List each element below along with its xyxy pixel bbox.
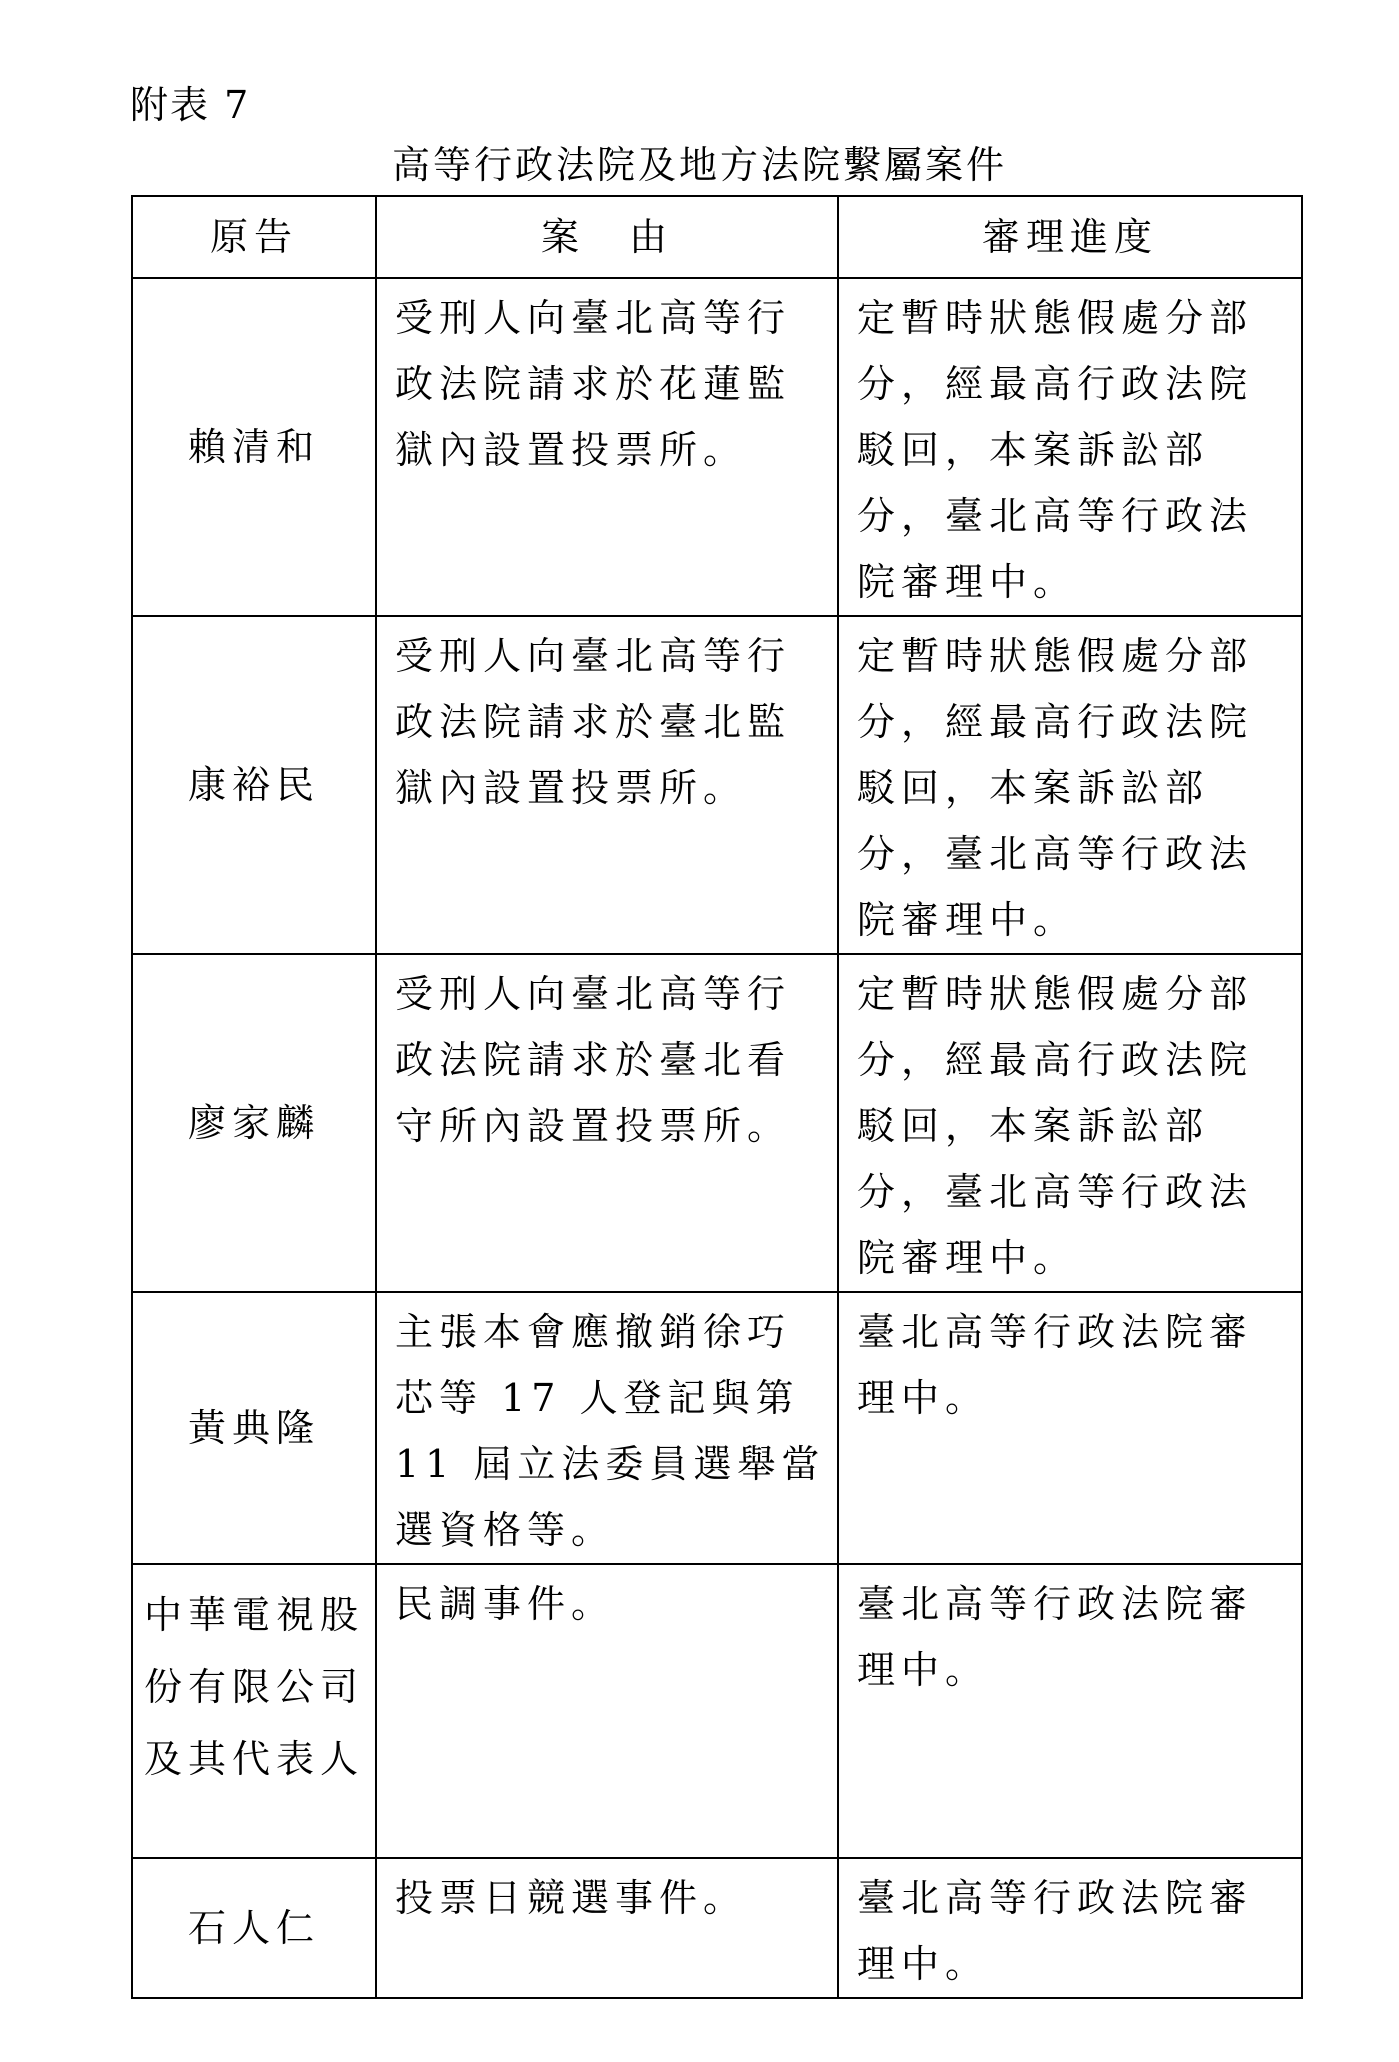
progress-cell: 定暫時狀態假處分部分，經最高行政法院駁回，本案訴訟部分，臺北高等行政法院審理中。 bbox=[838, 954, 1302, 1292]
header-cause: 案 由 bbox=[376, 196, 838, 278]
plaintiff-cell: 康裕民 bbox=[132, 616, 376, 954]
progress-cell: 定暫時狀態假處分部分，經最高行政法院駁回，本案訴訟部分，臺北高等行政法院審理中。 bbox=[838, 278, 1302, 616]
plaintiff-cell: 中華電視股份有限公司及其代表人 bbox=[132, 1564, 376, 1858]
progress-cell: 臺北高等行政法院審理中。 bbox=[838, 1564, 1302, 1858]
cause-cell: 主張本會應撤銷徐巧芯等 17 人登記與第 11 屆立法委員選舉當選資格等。 bbox=[376, 1292, 838, 1564]
cause-cell: 民調事件。 bbox=[376, 1564, 838, 1858]
table-row bbox=[132, 1564, 1302, 1858]
plaintiff-cell: 賴清和 bbox=[132, 278, 376, 616]
table-row bbox=[132, 616, 1302, 954]
table-row bbox=[132, 1292, 1302, 1564]
progress-cell: 定暫時狀態假處分部分，經最高行政法院駁回，本案訴訟部分，臺北高等行政法院審理中。 bbox=[838, 616, 1302, 954]
plaintiff-cell: 廖家麟 bbox=[132, 954, 376, 1292]
cases-table bbox=[131, 195, 1303, 1999]
table-row bbox=[132, 954, 1302, 1292]
table-title: 高等行政法院及地方法院繫屬案件 bbox=[391, 143, 1007, 187]
progress-cell: 臺北高等行政法院審理中。 bbox=[838, 1858, 1302, 1998]
cause-cell: 受刑人向臺北高等行政法院請求於臺北看守所內設置投票所。 bbox=[376, 954, 838, 1292]
progress-cell: 臺北高等行政法院審理中。 bbox=[838, 1292, 1302, 1564]
cause-cell: 受刑人向臺北高等行政法院請求於臺北監獄內設置投票所。 bbox=[376, 616, 838, 954]
cause-cell: 投票日競選事件。 bbox=[376, 1858, 838, 1998]
header-row bbox=[132, 196, 1302, 278]
header-plaintiff: 原告 bbox=[132, 196, 376, 278]
appendix-label: 附表 7 bbox=[130, 83, 251, 127]
plaintiff-cell: 石人仁 bbox=[132, 1858, 376, 1998]
cause-cell: 受刑人向臺北高等行政法院請求於花蓮監獄內設置投票所。 bbox=[376, 278, 838, 616]
table-row bbox=[132, 278, 1302, 616]
table-row bbox=[132, 1858, 1302, 1998]
header-progress: 審理進度 bbox=[838, 196, 1302, 278]
plaintiff-cell: 黃典隆 bbox=[132, 1292, 376, 1564]
